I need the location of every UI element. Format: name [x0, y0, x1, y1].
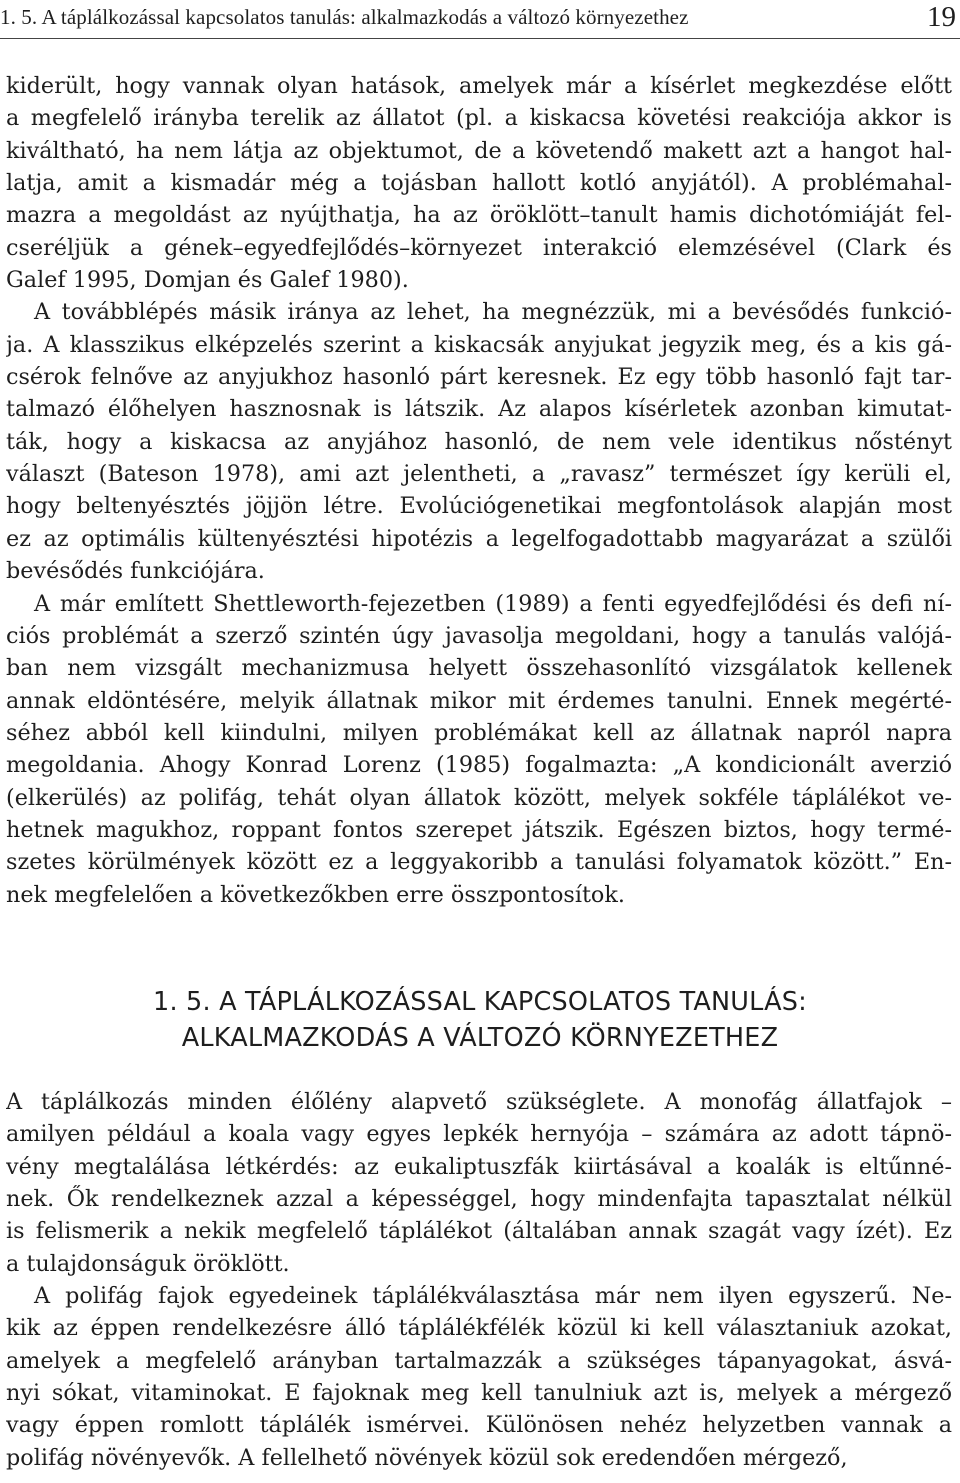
- text-line: szetes körülmények között ez a leggyakoribb a tanulási folyamatok között.” En-: [6, 849, 952, 876]
- text-line: kiváltható, ha nem látja az objektumot, de a követendő makett azt a hangot hal-: [6, 137, 952, 164]
- text-line: választ (Bateson 1978), ami azt jelentheti, a „ravasz” természet így kerüli el,: [6, 461, 952, 488]
- text-line: megoldania. Ahogy Konrad Lorenz (1985) fogalmazta: „A kondicionált averzió: [6, 752, 952, 779]
- text-line: amelyek a megfelelő arányban tartalmazzák a szükséges tápanyagokat, ásvá-: [6, 1347, 952, 1374]
- text-line: A polifág fajok egyedeinek táplálékválasztása már nem ilyen egyszerű. Ne-: [34, 1283, 952, 1310]
- text-line: kik az éppen rendelkezésre álló táplálékfélék közül ki kell választaniuk azokat,: [6, 1315, 952, 1342]
- body-text-top: [6, 70, 952, 911]
- text-line: nyi sókat, vitaminokat. E fajoknak meg kell tanulniuk azt is, melyek a mérgező: [6, 1380, 952, 1407]
- text-line: séhez abból kell kiindulni, milyen problémákat kell az állatnak napról napra: [6, 719, 952, 746]
- text-line: Galef 1995, Domjan és Galef 1980).: [6, 267, 409, 294]
- header-rule: [0, 38, 960, 39]
- paragraph: [6, 296, 952, 587]
- text-line: csérok felnőve az anyjukhoz hasonló párt keresnek. Ez egy több hasonló fajt tar-: [6, 364, 952, 391]
- text-line: ja. A klasszikus elképzelés szerint a kiskacsák anyjukat jegyzik meg, és a kis gá-: [6, 331, 952, 358]
- text-line: A már említett Shettleworth-fejezetben (1989) a fenti egyedfejlődési és defi ní-: [34, 590, 952, 617]
- text-line: cseréljük a gének–egyedfejlődés–környezet interakció elemzésével (Clark és: [6, 234, 952, 261]
- text-line: is felismerik a nekik megfelelő táplálékot (általában annak szagát vagy ízét). Ez: [6, 1218, 952, 1245]
- section-heading: [0, 984, 960, 1056]
- text-line: ban nem vizsgált mechanizmusa helyett összehasonlító vizsgálatok kellenek: [6, 655, 952, 682]
- text-line: hetnek magukhoz, roppant fontos szerepet játszik. Egészen biztos, hogy termé-: [6, 816, 952, 843]
- text-line: latja, amit a kismadár még a tojásban hallott kotló anyjától). A problémahal-: [6, 170, 952, 197]
- text-line: (elkerülés) az polifág, tehát olyan állatok között, melyek sokféle táplálékot ve-: [6, 784, 952, 811]
- text-line: hogy beltenyésztés jöjjön létre. Evolúciógenetikai megfontolások alapján most: [6, 493, 952, 520]
- text-line: ták, hogy a kiskacsa az anyjához hasonló, de nem vele identikus nőstényt: [6, 428, 952, 455]
- text-line: a megfelelő irányba terelik az állatot (pl. a kiskacsa követési reakciója akkor is: [6, 105, 952, 132]
- running-head-title: 1. 5. A táplálkozással kapcsolatos tanulás: alkalmazkodás a változó környezethez: [0, 5, 689, 29]
- text-line: talmazó élőhelyen hasznosnak is látszik. Az alapos kísérletek azonban kimutat-: [6, 396, 952, 423]
- text-line: nek megfelelően a következőkben erre összpontosítok.: [6, 881, 625, 908]
- text-line: polifág növényevők. A fellelhető növények közül sok eredendően mérgező,: [6, 1444, 848, 1471]
- paragraph: [6, 1086, 952, 1280]
- text-line: A táplálkozás minden élőlény alapvető szükséglete. A monofág állatfajok –: [6, 1089, 952, 1115]
- text-line: bevésődés funkciójára.: [6, 558, 265, 585]
- text-line: ciós problémát a szerző szintén úgy javasolja megoldani, hogy a tanulás valójá-: [6, 622, 952, 649]
- text-line: mazra a megoldást az nyújthatja, ha az öröklött–tanult hamis dichotómiáját fel-: [6, 202, 952, 229]
- text-line: kiderült, hogy vannak olyan hatások, amelyek már a kísérlet megkezdése előtt: [6, 73, 952, 99]
- page-number: 19: [927, 1, 956, 33]
- paragraph: [6, 1280, 952, 1474]
- section-heading-line-1: 1. 5. A TÁPLÁLKOZÁSSAL KAPCSOLATOS TANULÁS:: [153, 987, 807, 1017]
- running-head: [0, 0, 960, 38]
- text-line: annak eldöntésére, melyik állatnak mikor mit érdemes tanulni. Ennek megérté-: [6, 687, 952, 714]
- section-heading-line-2: ALKALMAZKODÁS A VÁLTOZÓ KÖRNYEZETHEZ: [181, 1023, 779, 1053]
- text-line: vagy éppen romlott táplálék ismérvei. Különösen nehéz helyzetben vannak a: [6, 1412, 952, 1439]
- paragraph: [6, 588, 952, 911]
- text-line: vény megtalálása létkérdés: az eukaliptuszfák kiirtásával a koalák is eltűnné-: [6, 1153, 952, 1180]
- body-text-bottom: [6, 1086, 952, 1474]
- text-line: a tulajdonságuk öröklött.: [6, 1250, 290, 1277]
- paragraph: [6, 70, 952, 296]
- text-line: ez az optimális kültenyésztési hipotézis a legelfogadottabb magyarázat a szülői: [6, 525, 952, 552]
- text-line: nek. Ők rendelkeznek azzal a képességgel, hogy mindenfajta tapasztalat nélkül: [6, 1186, 952, 1213]
- text-line: amilyen például a koala vagy egyes lepkék hernyója – számára az adott tápnö-: [6, 1121, 952, 1148]
- text-line: A továbblépés másik iránya az lehet, ha megnézzük, mi a bevésődés funkció-: [34, 299, 952, 326]
